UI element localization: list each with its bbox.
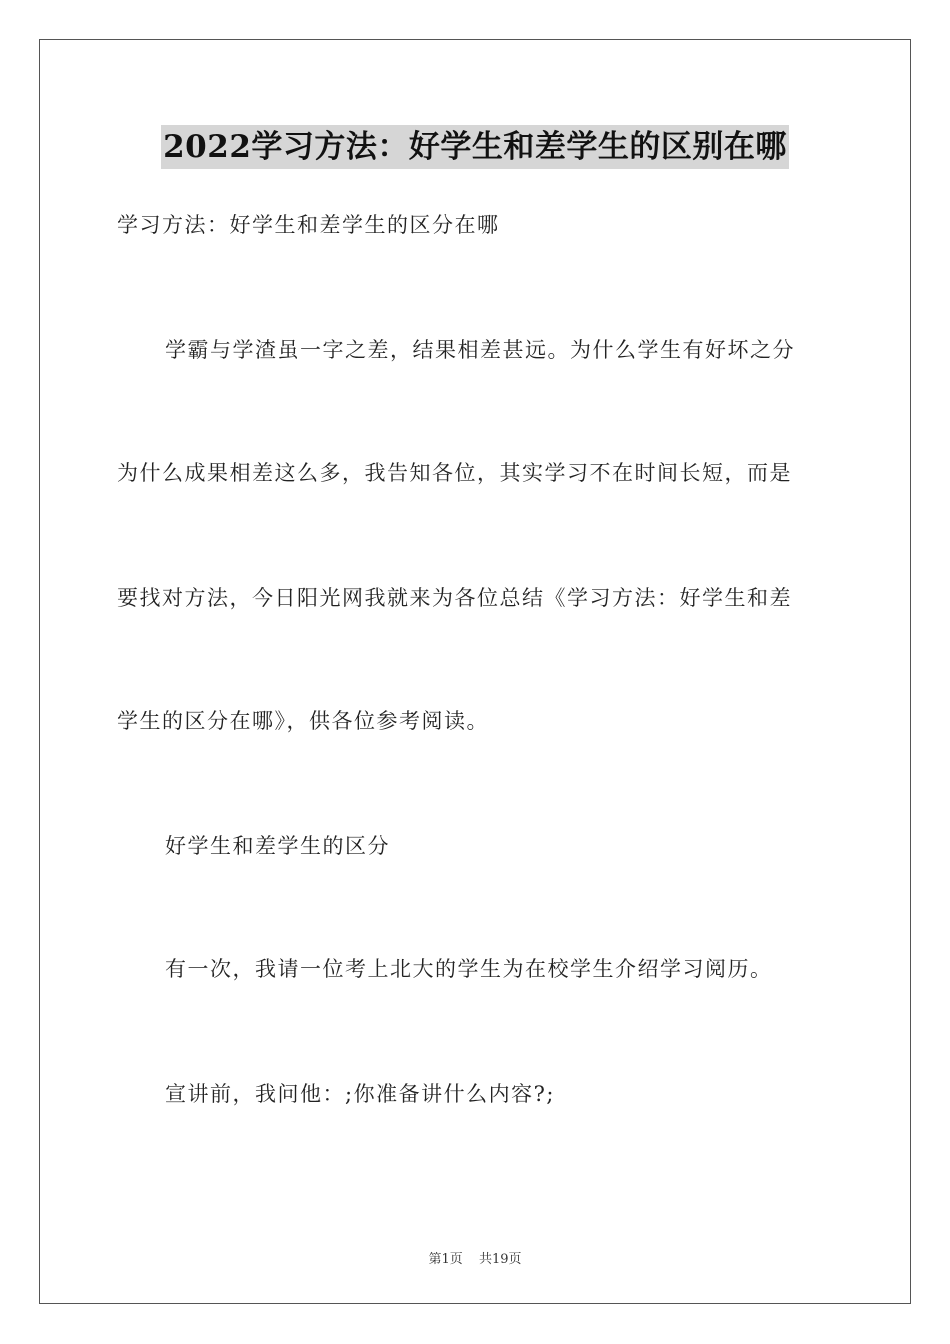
paragraph-line: 学霸与学渣虽一字之差，结果相差甚远。为什么学生有好坏之分 (165, 338, 795, 362)
paragraph-line: 要找对方法，今日阳光网我就来为各位总结《学习方法：好学生和差 (117, 586, 792, 610)
section-heading: 好学生和差学生的区分 (165, 834, 390, 858)
paragraph-line: 为什么成果相差这么多，我告知各位，其实学习不在时间长短，而是 (117, 461, 792, 485)
paragraph-line: 学生的区分在哪》，供各位参考阅读。 (117, 709, 489, 733)
document-title: 2022学习方法：好学生和差学生的区别在哪 (161, 125, 789, 169)
page-footer (0, 1248, 950, 1267)
page-number: 第1页 (428, 1252, 463, 1267)
paragraph-line: 宣讲前，我问他：;你准备讲什么内容?; (165, 1082, 555, 1106)
paragraph-line: 有一次，我请一位考上北大的学生为在校学生介绍学习阅历。 (165, 957, 773, 981)
subtitle-line: 学习方法：好学生和差学生的区分在哪 (117, 213, 500, 237)
title-container (0, 125, 950, 169)
page-total: 共19页 (478, 1252, 522, 1267)
